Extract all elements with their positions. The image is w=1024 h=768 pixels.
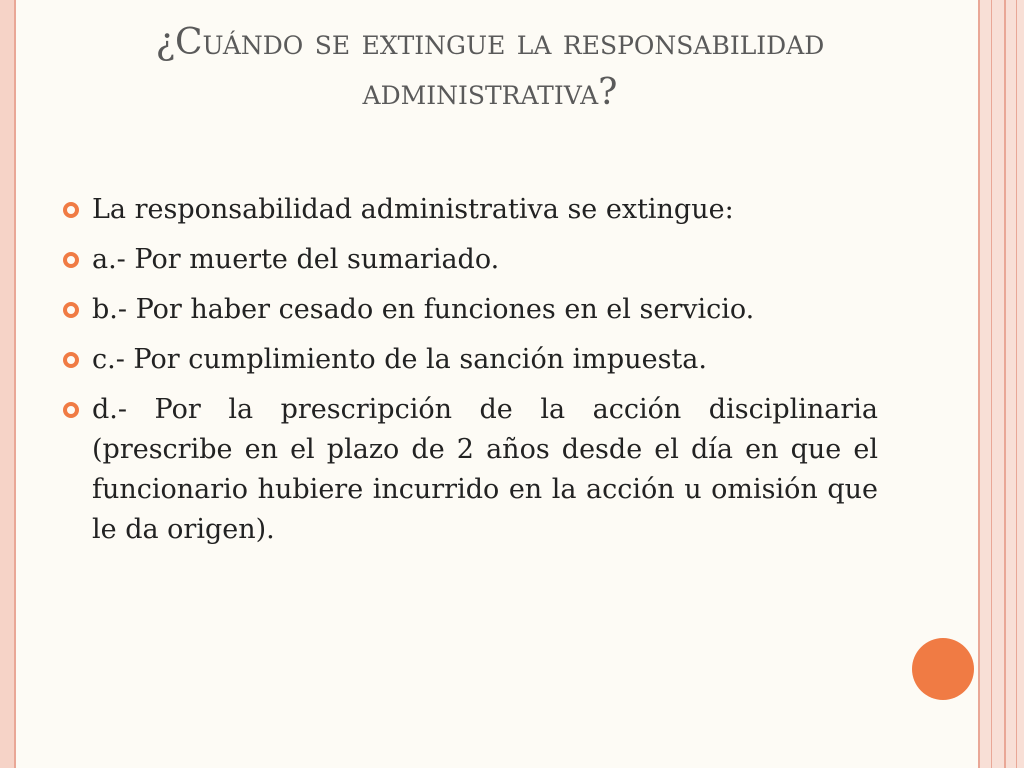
bullet-item [62, 240, 878, 280]
orange-ring-bullet-icon [62, 351, 80, 369]
slide-title: ¿Cuándo se extingue la responsabilidad administrativa? [155, 22, 825, 113]
bullet-item [62, 290, 878, 330]
left-decorative-rule [14, 0, 16, 768]
bullet-text: d.- Por la prescripción de la acción disciplinaria (prescribe en el plazo de 2 años desde el día en que el funcionario hubiere incurrido en la acción u omisión que le da origen). [92, 394, 878, 545]
orange-ring-bullet-icon [62, 301, 80, 319]
right-decorative-rule [1004, 0, 1006, 768]
bullet-text: a.- Por muerte del sumariado. [92, 244, 500, 275]
bullet-item [62, 340, 878, 380]
right-decorative-rule [978, 0, 980, 768]
bullet-item [62, 190, 878, 230]
bullet-list [62, 190, 878, 560]
orange-ring-bullet-icon [62, 401, 80, 419]
right-decorative-panel [978, 0, 1024, 768]
orange-ring-bullet-icon [62, 201, 80, 219]
left-decorative-band [0, 0, 14, 768]
orange-ring-bullet-icon [62, 251, 80, 269]
bullet-text: La responsabilidad administrativa se extingue: [92, 194, 734, 225]
bullet-item [62, 390, 878, 550]
right-decorative-rule [1016, 0, 1017, 768]
right-decorative-rule [991, 0, 992, 768]
bullet-text: c.- Por cumplimiento de la sanción impuesta. [92, 344, 707, 375]
bullet-text: b.- Por haber cesado en funciones en el servicio. [92, 294, 755, 325]
orange-circle-decoration [912, 638, 974, 700]
